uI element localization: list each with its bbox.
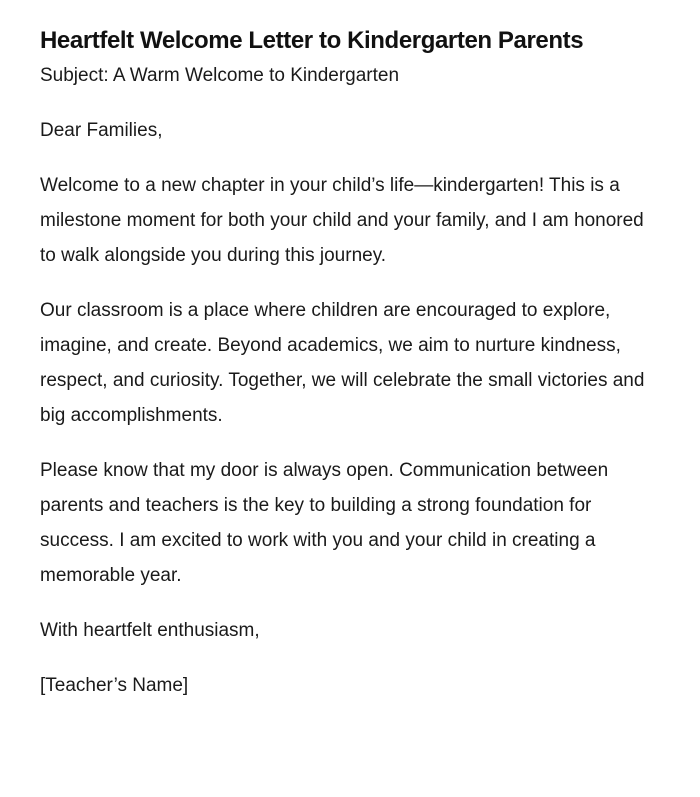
page-title: Heartfelt Welcome Letter to Kindergarten Parents	[40, 27, 584, 54]
letter-subject: Subject: A Warm Welcome to Kindergarten	[40, 65, 400, 86]
letter-signature: [Teacher’s Name]	[40, 675, 189, 696]
letter-greeting: Dear Families,	[40, 120, 163, 141]
letter-paragraph-2: Our classroom is a place where children are encouraged to explore, imagine, and create. Beyond academics, we aim to nurture kindness, respect, and curiosity. Together, we will celebrate the small victories and big accomplishments.	[40, 300, 645, 426]
letter-closing: With heartfelt enthusiasm,	[40, 620, 260, 641]
letter-paragraph-1: Welcome to a new chapter in your child’s life—kindergarten! This is a milestone moment for both your child and your family, and I am honored to walk alongside you during this journey.	[40, 175, 644, 266]
letter-paragraph-3: Please know that my door is always open. Communication between parents and teachers is the key to building a strong foundation for success. I am excited to work with you and your child in creating a memorable year.	[40, 460, 609, 586]
